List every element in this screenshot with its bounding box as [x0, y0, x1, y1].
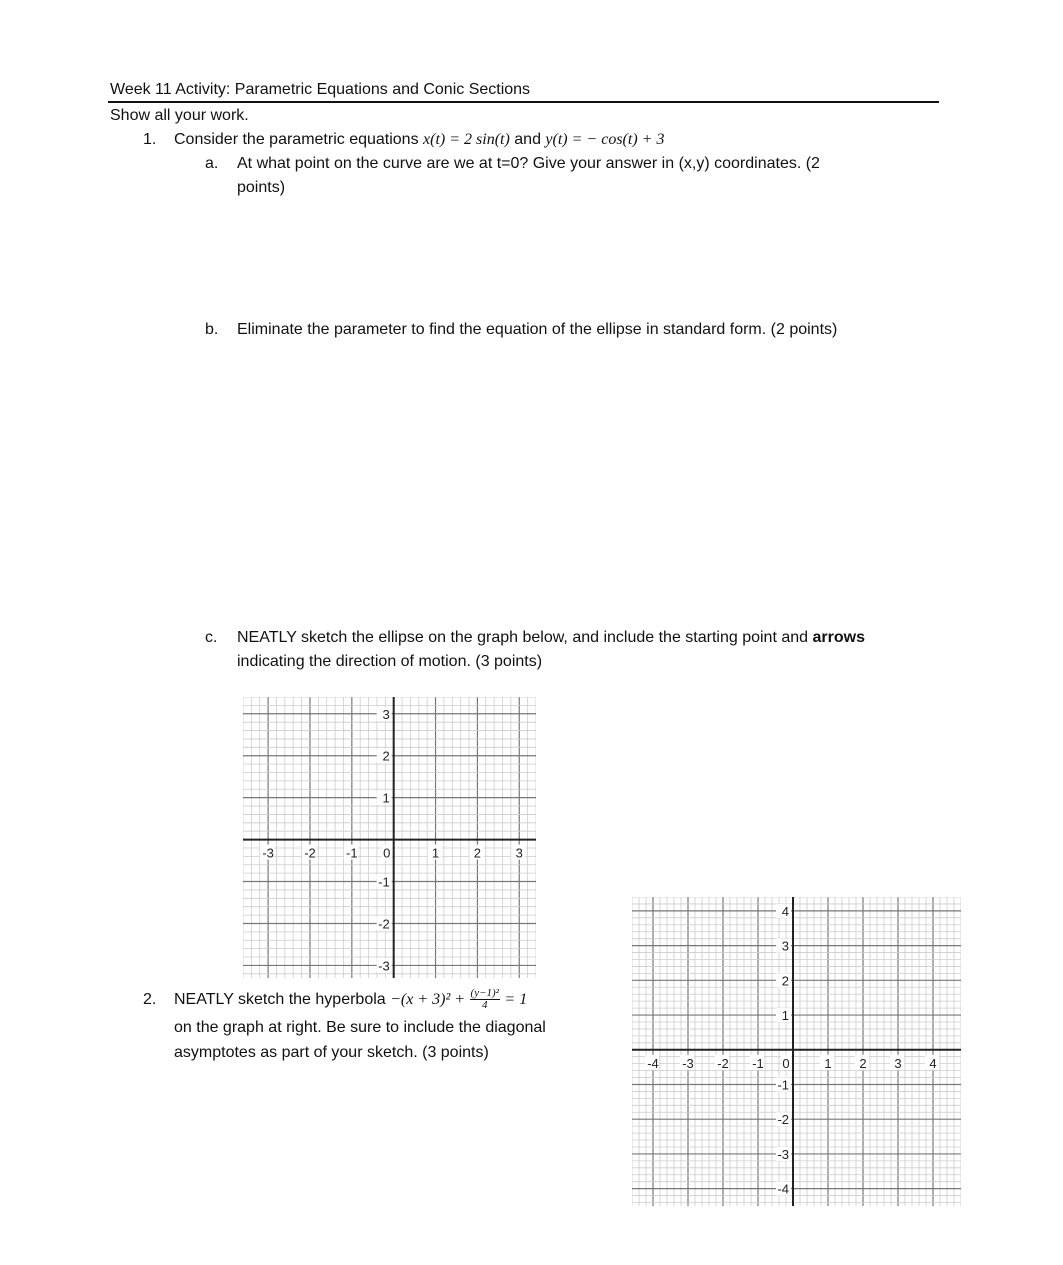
q1a-text-line1: At what point on the curve are we at t=0? Give your answer in (x,y) coordinates. (2	[237, 155, 820, 172]
y-tick-label: -3	[777, 1146, 789, 1162]
x-tick-label: -1	[346, 845, 358, 861]
q1-prompt	[174, 130, 664, 150]
x-tick-label: 3	[515, 845, 523, 861]
y-tick-label: -4	[777, 1181, 789, 1197]
y-tick-label: -1	[378, 874, 390, 890]
x-tick-label: 0	[782, 1055, 790, 1071]
page-title: Week 11 Activity: Parametric Equations and Conic Sections	[110, 81, 531, 98]
y-tick-label: 3	[382, 706, 390, 722]
x-tick-label: 3	[894, 1055, 902, 1071]
x-tick-label: -3	[262, 845, 274, 861]
x-tick-label: -4	[647, 1055, 659, 1071]
q1c-text-line2: indicating the direction of motion. (3 points)	[237, 653, 543, 670]
y-tick-label: 1	[382, 790, 390, 806]
q1-equation-x: x(t) = 2 sin(t)	[423, 131, 510, 148]
q1b-label: b.	[205, 321, 219, 338]
y-tick-label: 3	[781, 938, 789, 954]
y-tick-label: 2	[781, 973, 789, 989]
fraction-numerator: (y−1)²	[470, 987, 499, 1000]
q1-equation-y: y(t) = − cos(t) + 3	[545, 131, 665, 148]
hyperbola-graph[interactable]	[632, 897, 961, 1206]
q2-prompt: NEATLY sketch the hyperbola	[174, 991, 386, 1008]
x-tick-label: 2	[473, 845, 482, 861]
y-tick-label: 4	[781, 903, 789, 919]
q2-fraction	[470, 988, 500, 1011]
q1c-text-line1	[237, 628, 865, 648]
x-tick-label: 4	[929, 1055, 937, 1071]
q1-prompt-text: Consider the parametric equations	[174, 131, 419, 148]
y-tick-label: -3	[378, 958, 390, 974]
q1c-bold-arrows: arrows	[812, 629, 865, 646]
q1c-label: c.	[205, 629, 218, 646]
y-tick-label: -2	[777, 1112, 789, 1128]
q1c-text: NEATLY sketch the ellipse on the graph below, and include the starting point and	[237, 629, 809, 646]
q2-line3: asymptotes as part of your sketch. (3 points)	[174, 1044, 489, 1061]
instructions: Show all your work.	[110, 107, 249, 124]
q1-and: and	[514, 131, 541, 148]
y-tick-label: 2	[382, 748, 390, 764]
q2-line1	[174, 988, 527, 1012]
q2-number: 2.	[143, 991, 157, 1008]
x-tick-label: 1	[824, 1055, 832, 1071]
q1b-text: Eliminate the parameter to find the equation of the ellipse in standard form. (2 points)	[237, 321, 838, 338]
x-tick-label: -3	[682, 1055, 694, 1071]
fraction-denominator: 4	[482, 999, 488, 1012]
y-tick-label: 1	[781, 1008, 789, 1024]
x-tick-label: -1	[752, 1055, 764, 1071]
x-tick-label: 1	[431, 845, 440, 861]
q2-line2: on the graph at right. Be sure to include the diagonal	[174, 1019, 546, 1036]
x-tick-label: -2	[717, 1055, 729, 1071]
x-tick-label: -2	[304, 845, 316, 861]
q2-equation-lhs: −(x + 3)² +	[390, 991, 466, 1008]
y-tick-label: -1	[777, 1077, 789, 1093]
x-tick-label: 2	[859, 1055, 867, 1071]
q1a-text-line2: points)	[237, 179, 286, 196]
q1a-label: a.	[205, 155, 219, 172]
title-divider	[108, 101, 939, 103]
q2-equation-rhs: = 1	[504, 991, 528, 1008]
ellipse-graph[interactable]	[243, 697, 536, 978]
x-tick-label: 0	[383, 845, 391, 861]
y-tick-label: -2	[378, 916, 390, 932]
q1-number: 1.	[143, 131, 157, 148]
